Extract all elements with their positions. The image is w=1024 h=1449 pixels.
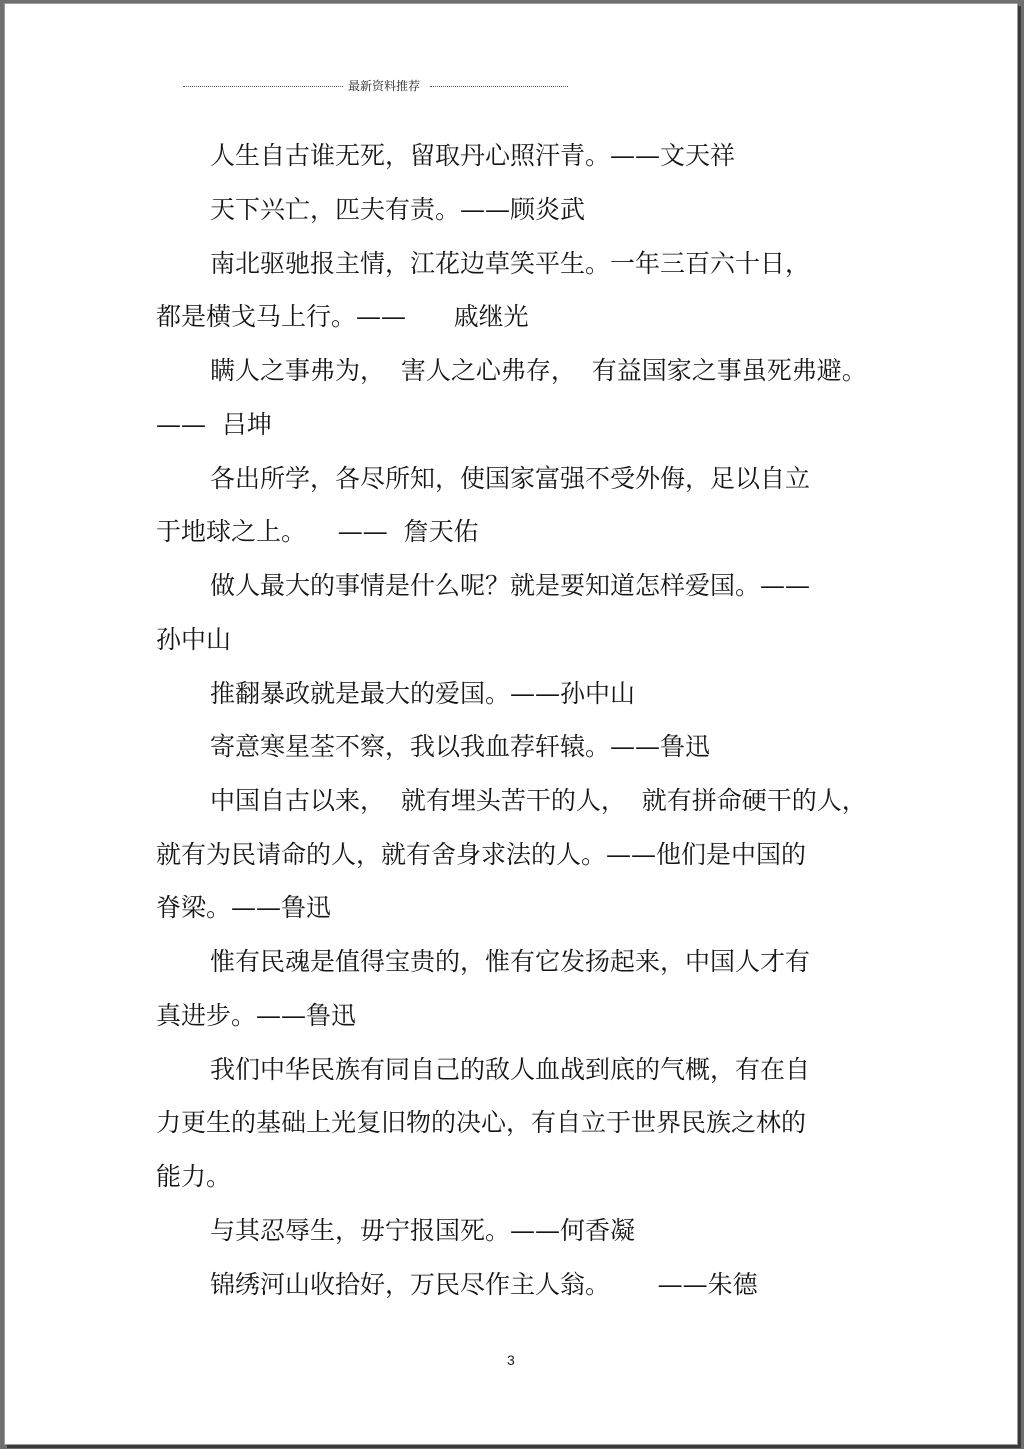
- text-line: 就有为民请命的人，就有舍身求法的人。——他们是中国的: [156, 840, 807, 869]
- text-line: 力更生的基础上光复旧物的决心，有自立于世界民族之林的: [156, 1108, 807, 1137]
- text-line: 惟有民魂是值得宝贵的，惟有它发扬起来，中国人才有: [210, 947, 811, 976]
- text-line: 我们中华民族有同自己的敌人血战到底的气概，有在自: [210, 1055, 811, 1084]
- header-rule-right: [430, 86, 568, 87]
- text-line: 人生自古谁无死，留取丹心照汗青。——文天祥: [210, 141, 736, 170]
- text-line: 孙中山: [156, 625, 232, 654]
- text-line: 锦绣河山收拾好，万民尽作主人翁。 ——朱德: [210, 1270, 758, 1299]
- text-line: 南北驱驰报主情，江花边草笑平生。一年三百六十日，: [210, 249, 811, 278]
- text-line: 各出所学，各尽所知，使国家富强不受外侮，足以自立: [210, 464, 811, 493]
- text-line: 于地球之上。 —— 詹天佑: [156, 517, 479, 546]
- text-line: —— 吕坤: [156, 410, 272, 439]
- header-title: 最新资料推荐: [348, 79, 421, 93]
- page-header: [183, 76, 568, 96]
- text-line: 天下兴亡，匹夫有责。——顾炎武: [210, 195, 586, 224]
- page-number: 3: [507, 1352, 515, 1368]
- text-line: 都是横戈马上行。—— 戚继光: [156, 302, 529, 331]
- text-line: 寄意寒星荃不察，我以我血荐轩辕。——鲁迅: [210, 732, 711, 761]
- text-line: 与其忍辱生，毋宁报国死。——何香凝: [210, 1216, 636, 1245]
- header-rule-left: [183, 86, 343, 87]
- text-line: 脊梁。——鲁迅: [156, 893, 332, 922]
- text-line: 做人最大的事情是什么呢？就是要知道怎样爱国。——: [210, 571, 811, 600]
- document-page: [4, 3, 1018, 1445]
- text-line: 真进步。——鲁迅: [156, 1001, 357, 1030]
- text-line: 能力。: [156, 1162, 232, 1191]
- text-line: 中国自古以来， 就有埋头苦干的人， 就有拼命硬干的人，: [210, 786, 867, 815]
- text-line: 瞒人之事弗为， 害人之心弗存， 有益国家之事虽死弗避。: [210, 356, 867, 385]
- text-line: 推翻暴政就是最大的爱国。——孙中山: [210, 679, 636, 708]
